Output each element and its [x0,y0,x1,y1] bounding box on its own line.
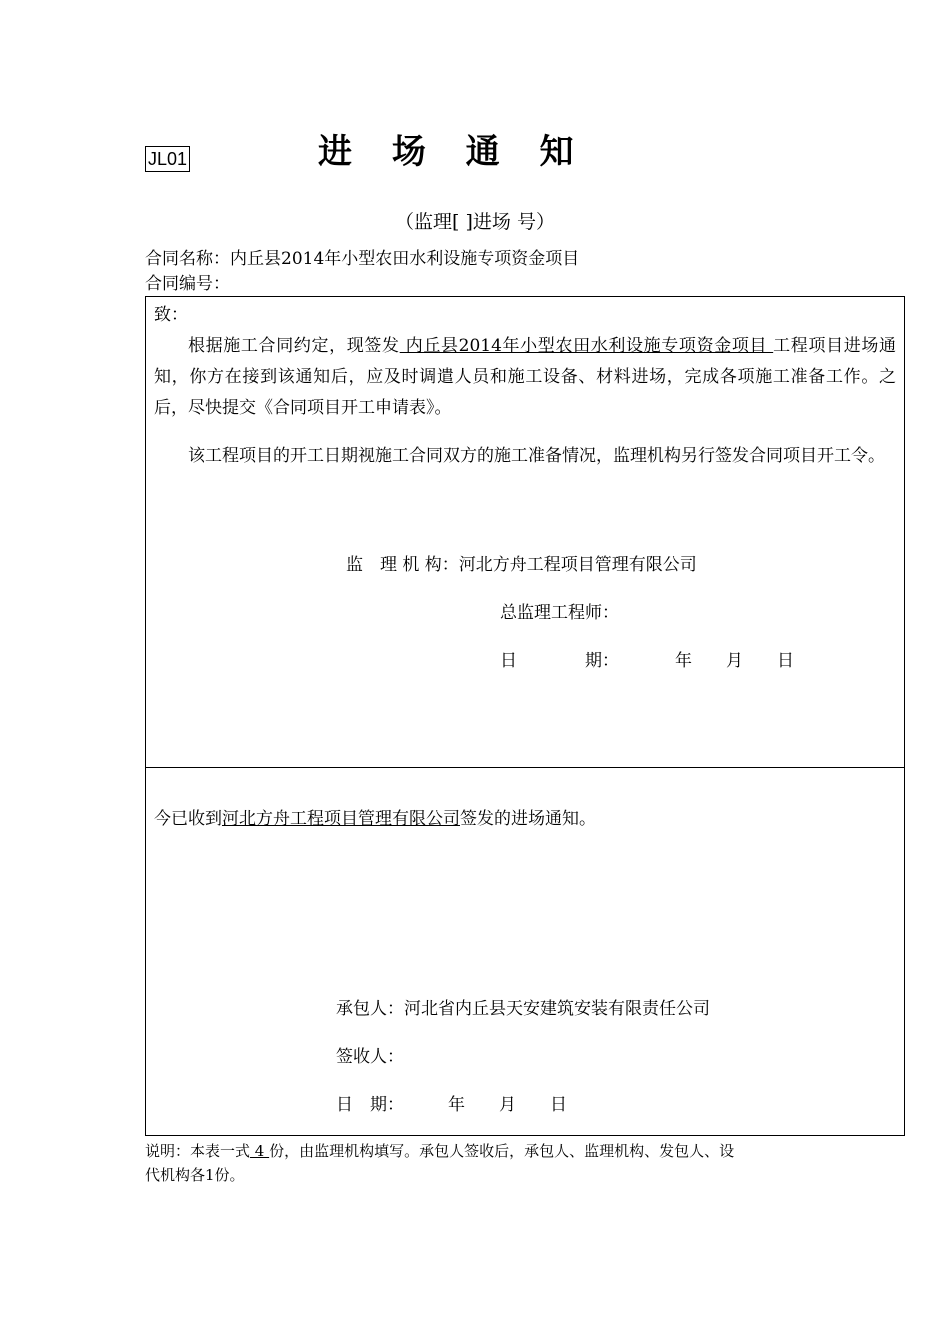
contractor-row [336,997,710,1021]
contract-number-label: 合同编号： [145,274,230,294]
document-number: （监理[ ]进场 号） [395,211,555,233]
supervisor-org-label: 监 理 机 构： [346,555,459,575]
footnote-line-1 [145,1139,734,1163]
receipt-prefix: 今已收到 [154,809,222,829]
copies-count: 4 [250,1142,270,1160]
footnote-prefix: 说明：本表一式 [145,1142,251,1160]
receipt-org: 河北方舟工程项目管理有限公司 [222,809,460,829]
contract-name-row [145,248,579,270]
notice-table [145,296,905,1136]
chief-engineer-label: 总监理工程师： [500,603,619,623]
contract-name-label: 合同名称： [145,249,230,269]
contractor-label: 承包人： [336,999,404,1019]
supervisor-org-value: 河北方舟工程项目管理有限公司 [458,555,697,575]
contractor-value: 河北省内丘县天安建筑安装有限责任公司 [404,999,710,1019]
receipt-suffix: 签发的进场通知。 [460,809,596,829]
contract-name-value: 内丘县2014年小型农田水利设施专项资金项目 [230,249,580,269]
signer-label: 签收人： [336,1047,404,1067]
recipient-label: 致： [154,305,188,325]
supervisor-org-row [346,553,697,577]
contract-number-row [145,273,230,295]
para1-prefix: 根据施工合同约定，现签发 [188,336,400,356]
notice-paragraph-1 [154,331,896,424]
receipt-date-row [336,1093,567,1117]
project-name: 内丘县2014年小型农田水利设施专项资金项目 [399,336,774,356]
receipt-date-label: 日 期： [336,1095,404,1115]
notice-paragraph-2: 该工程项目的开工日期视施工合同双方的施工准备情况，监理机构另行签发合同项目开工令。 [188,446,885,466]
notice-date-placeholder: 年 月 日 [675,651,794,671]
footnote-line-2: 代机构各1份。 [145,1166,245,1184]
form-code: JL01 [145,146,190,172]
notice-date-label: 日 期： [500,651,619,671]
receipt-statement [154,807,596,831]
receipt-date-placeholder: 年 月 日 [448,1095,567,1115]
section-divider [146,767,904,768]
para1-suffix: 工程项目进场通知，你方在接到该通知后，应及时调遣人员和施工设备、材料进场，完成各项施工准备工作。之后，尽快提交《合同项目开工申请表》。 [154,336,897,418]
footnote-suffix: 份，由监理机构填写。承包人签收后，承包人、监理机构、发包人、设 [269,1142,735,1160]
page-title: 进 场 通 知 [318,132,588,172]
notice-date-row [500,649,794,673]
